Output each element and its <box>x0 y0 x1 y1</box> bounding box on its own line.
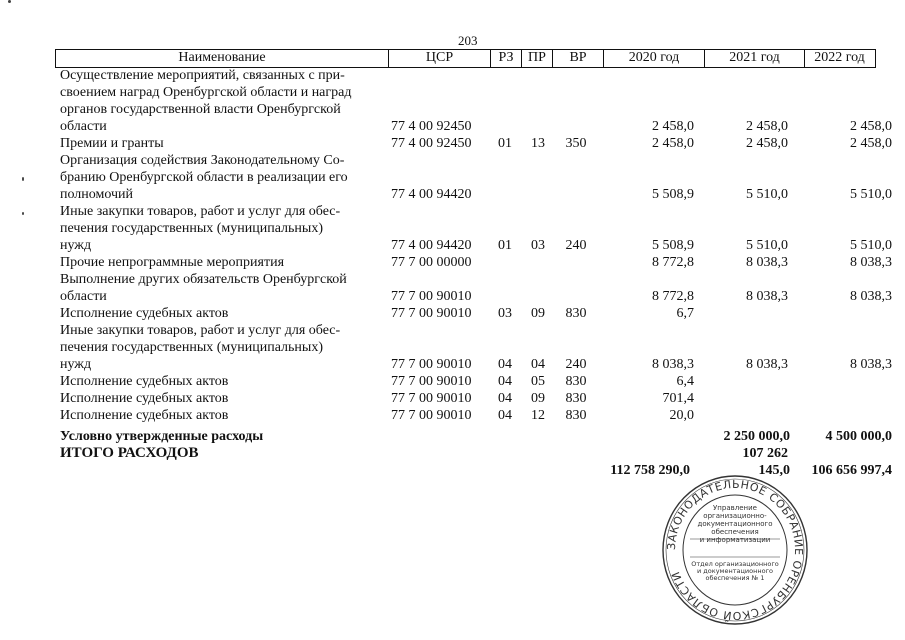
stamp-center-line: и информатизации <box>699 536 771 544</box>
row-name-line: Премии и гранты <box>60 136 164 151</box>
row-y2021: 8 038,3 <box>746 289 788 304</box>
row-csr: 77 7 00 90010 <box>391 408 472 423</box>
stamp-center-line: организационно- <box>703 512 767 520</box>
total-2020: 112 758 290,0 <box>610 463 690 478</box>
stamp-ring-text: ЗАКОНОДАТЕЛЬНОЕ СОБРАНИЕ ОРЕНБУРГСКОЙ ОБЛАСТИ <box>664 477 806 623</box>
row-y2020: 8 038,3 <box>652 357 694 372</box>
row-y2022: 2 458,0 <box>850 136 892 151</box>
row-y2022: 8 038,3 <box>850 357 892 372</box>
row-y2020: 2 458,0 <box>652 119 694 134</box>
row-y2022: 8 038,3 <box>850 289 892 304</box>
row-csr: 77 7 00 90010 <box>391 289 472 304</box>
row-pr: 09 <box>531 306 545 321</box>
stamp-bottom-line: и документационного <box>697 567 773 575</box>
row-csr: 77 4 00 94420 <box>391 187 472 202</box>
row-name-line: Иные закупки товаров, работ и услуг для обес- <box>60 204 341 219</box>
total-label: ИТОГО РАСХОДОВ <box>60 445 199 461</box>
conditional-label: Условно утвержденные расходы <box>60 429 264 444</box>
conditional-2021: 2 250 000,0 <box>723 429 790 444</box>
row-name-line: Прочие непрограммные мероприятия <box>60 255 285 270</box>
row-name-line: Исполнение судебных актов <box>60 408 229 423</box>
row-name-line: Исполнение судебных актов <box>60 306 229 321</box>
stamp-bottom-line: обеспечения № 1 <box>705 574 765 582</box>
row-name-line: Выполнение других обязательств Оренбургской <box>60 272 347 287</box>
row-rz: 03 <box>498 306 512 321</box>
row-pr: 03 <box>531 238 545 253</box>
total-2021-part2: 145,0 <box>758 463 790 478</box>
row-y2021: 2 458,0 <box>746 136 788 151</box>
row-vr: 830 <box>565 408 587 423</box>
row-vr: 240 <box>565 238 587 253</box>
row-vr: 240 <box>565 357 587 372</box>
row-name-line: органов государственной власти Оренбургской <box>60 102 341 117</box>
row-name-line: области <box>60 289 107 304</box>
row-y2020: 5 508,9 <box>652 187 694 202</box>
row-y2020: 20,0 <box>669 408 694 423</box>
row-y2021: 8 038,3 <box>746 255 788 270</box>
row-vr: 830 <box>565 306 587 321</box>
row-y2020: 8 772,8 <box>652 255 694 270</box>
total-2021-part1: 107 262 <box>742 446 788 461</box>
row-name-line: нужд <box>60 357 92 372</box>
row-pr: 05 <box>531 374 545 389</box>
row-y2021: 5 510,0 <box>746 238 788 253</box>
stamp-center-line: обеспечения <box>711 528 759 536</box>
row-pr: 09 <box>531 391 545 406</box>
row-y2020: 6,7 <box>676 306 694 321</box>
row-vr: 830 <box>565 374 587 389</box>
stamp-center-line: документационного <box>697 520 773 528</box>
row-y2022: 5 510,0 <box>850 187 892 202</box>
stamp-graphic <box>660 470 810 630</box>
row-name-line: области <box>60 119 107 134</box>
row-csr: 77 7 00 00000 <box>391 255 472 270</box>
row-y2020: 2 458,0 <box>652 136 694 151</box>
row-y2022: 5 510,0 <box>850 238 892 253</box>
row-y2020: 5 508,9 <box>652 238 694 253</box>
row-name-line: печения государственных (муниципальных) <box>60 221 323 236</box>
row-rz: 01 <box>498 136 512 151</box>
header-2021: 2021 год <box>729 50 780 65</box>
scan-mark <box>22 212 24 215</box>
row-name-line: печения государственных (муниципальных) <box>60 340 323 355</box>
header-2020: 2020 год <box>628 50 680 65</box>
row-y2022: 2 458,0 <box>850 119 892 134</box>
row-name-line: своением наград Оренбургской области и наград <box>60 85 352 100</box>
row-pr: 12 <box>531 408 545 423</box>
row-y2022: 8 038,3 <box>850 255 892 270</box>
row-rz: 01 <box>498 238 512 253</box>
row-csr: 77 7 00 90010 <box>391 306 472 321</box>
header-2022: 2022 год <box>814 50 865 65</box>
header-csr: ЦСР <box>425 50 454 65</box>
svg-text:ЗАКОНОДАТЕЛЬНОЕ СОБРАНИЕ ОРЕНБ <box>665 478 805 622</box>
row-name-line: бранию Оренбургской области в реализации его <box>60 170 348 185</box>
row-rz: 04 <box>498 357 512 372</box>
row-name-line: Осуществление мероприятий, связанных с при- <box>60 68 345 83</box>
row-csr: 77 7 00 90010 <box>391 374 472 389</box>
row-y2021: 8 038,3 <box>746 357 788 372</box>
row-csr: 77 4 00 92450 <box>391 136 472 151</box>
row-csr: 77 7 00 90010 <box>391 391 472 406</box>
stamp-center-line: Управление <box>713 504 757 512</box>
row-rz: 04 <box>498 408 512 423</box>
row-name-line: Организация содействия Законодательному Со- <box>60 153 345 168</box>
row-y2020: 6,4 <box>676 374 694 389</box>
row-csr: 77 7 00 90010 <box>391 357 472 372</box>
row-y2020: 701,4 <box>662 391 694 406</box>
stamp-bottom-line: Отдел организационного <box>691 560 779 568</box>
row-y2021: 5 510,0 <box>746 187 788 202</box>
row-rz: 04 <box>498 391 512 406</box>
header-vr: ВР <box>569 50 587 65</box>
row-rz: 04 <box>498 374 512 389</box>
row-pr: 13 <box>531 136 545 151</box>
row-name-line: полномочий <box>60 187 134 202</box>
header-rz: РЗ <box>498 50 514 65</box>
row-y2021: 2 458,0 <box>746 119 788 134</box>
official-stamp <box>660 470 810 630</box>
page-number: 203 <box>458 33 478 48</box>
header-name: Наименование <box>178 50 266 65</box>
row-y2020: 8 772,8 <box>652 289 694 304</box>
row-name-line: Исполнение судебных актов <box>60 374 229 389</box>
row-name-line: Исполнение судебных актов <box>60 391 229 406</box>
scan-mark <box>22 177 24 181</box>
scan-mark <box>8 0 11 3</box>
row-name-line: Иные закупки товаров, работ и услуг для обес- <box>60 323 341 338</box>
row-pr: 04 <box>531 357 545 372</box>
total-2022: 106 656 997,4 <box>811 463 892 478</box>
row-vr: 830 <box>565 391 587 406</box>
row-name-line: нужд <box>60 238 92 253</box>
row-csr: 77 4 00 92450 <box>391 119 472 134</box>
header-pr: ПР <box>528 50 546 65</box>
row-vr: 350 <box>565 136 587 151</box>
row-csr: 77 4 00 94420 <box>391 238 472 253</box>
conditional-2022: 4 500 000,0 <box>825 429 892 444</box>
